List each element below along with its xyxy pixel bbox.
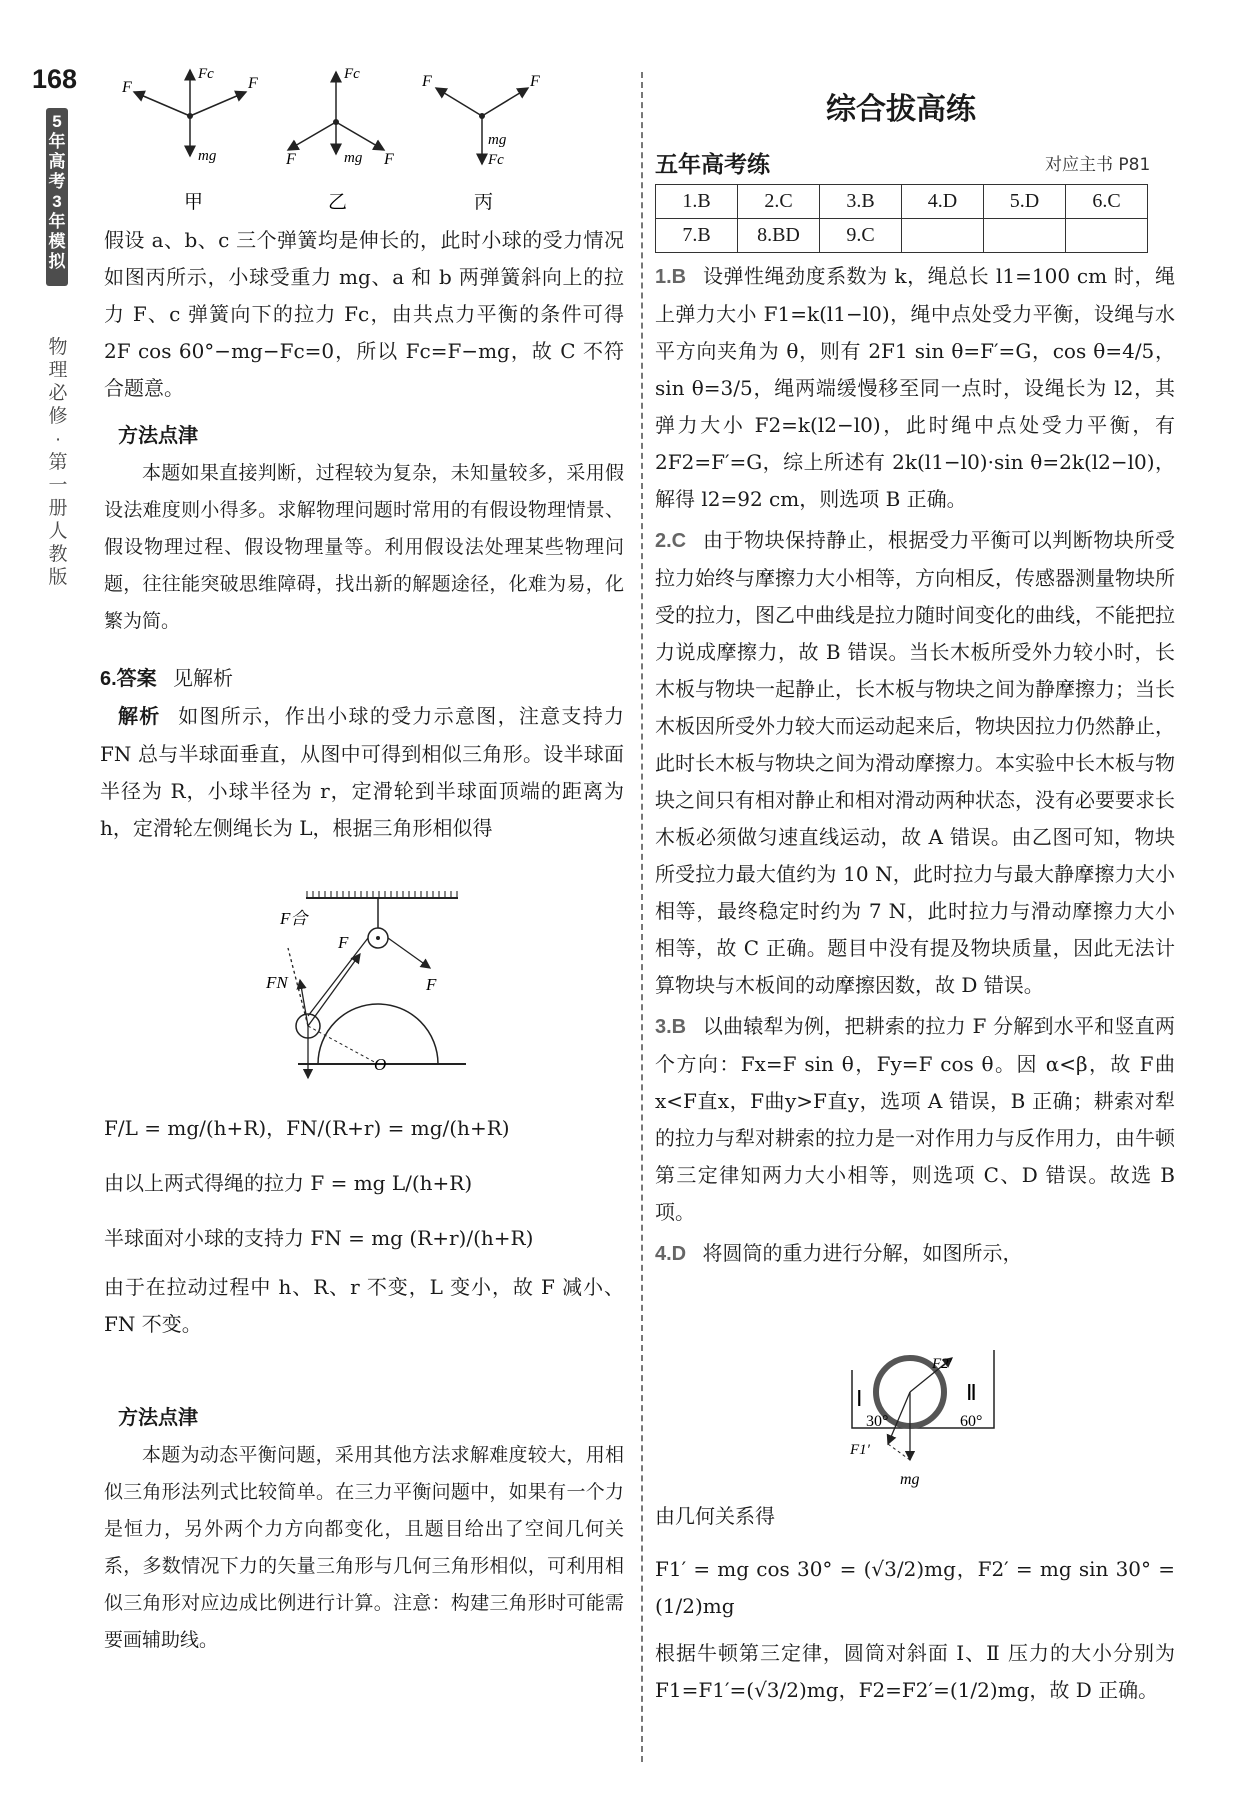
reference-label: 对应主书 P81 xyxy=(1045,155,1151,175)
label-F: F xyxy=(286,151,296,168)
rope-tension-equation: 由以上两式得绳的拉力 F = mg xyxy=(104,1171,386,1195)
similar-triangle-equations: F/L = mg/(h+R)，FN/(R+r) = mg/(h+R) xyxy=(104,1116,510,1140)
label-mg: mg xyxy=(488,132,507,148)
label-mg: mg xyxy=(900,1471,920,1488)
section-title: 综合拔高练 xyxy=(826,93,976,126)
book-subject-label: 物理 必修·第一册 人教版 xyxy=(48,337,68,588)
series-badge: 5年高考3年模拟 xyxy=(46,108,68,286)
label-F: F xyxy=(422,73,432,90)
table-row xyxy=(656,185,1148,219)
answer-cell: 2.C xyxy=(738,185,820,219)
column-divider xyxy=(641,72,643,1762)
diagram-yi xyxy=(285,66,394,168)
answer-cell: 3.B xyxy=(820,185,902,219)
method-tip-text: 本题如果直接判断，过程较为复杂，未知量较多，采用假设法难度则小得多。求解物理问题时常用的有假设物理情景、假设物理过程、假设物理量等。利用假设法处理某些物理问题，往往能突破思维障碍，找出新的解题途径，化难为易，化繁为简。 xyxy=(104,462,624,632)
label-F: F xyxy=(530,73,540,90)
answer-cell xyxy=(902,219,984,253)
support-force-equation: 半球面对小球的支持力 FN = mg xyxy=(104,1226,403,1250)
label-F: F xyxy=(338,933,349,952)
caption-bing: 丙 xyxy=(474,191,494,213)
q1-solution: 设弹性绳劲度系数为 k，绳总长 l1=100 cm 时，绳上弹力大小 F1=k(l1−l0)，绳中点处受力平衡，设绳与水平方向夹角为 θ，则有 2F1 sin θ=F′=G，cos θ=4/5，sin θ=3/5，绳两端缓慢移至同一点时，设绳长为 l2，其弹力大小 F2=k(l2−l0)，此时绳中点处受力平衡，有 2F2=F′=G，综上所述有 2k(l1−l0)·sin θ=2k(l2−l0)，解得 l2=92 cm，则选项 B 正确。 xyxy=(655,264,1175,511)
paragraph-dynamic-conclusion: 由于在拉动过程中 h、R、r 不变，L 变小，故 F 减小、FN 不变。 xyxy=(104,1275,624,1336)
diagram-bing xyxy=(421,73,540,168)
label-F: F xyxy=(122,79,132,96)
diagram-jia xyxy=(121,66,258,164)
caption-jia: 甲 xyxy=(184,191,204,213)
answer-cell: 4.D xyxy=(902,185,984,219)
answer-cell: 7.B xyxy=(656,219,738,253)
q4-conclusion: 根据牛顿第三定律，圆筒对斜面 Ⅰ、Ⅱ 压力的大小分别为 F1=F1′=(√3/2)mg，F2=F2′=(1/2)mg，故 D 正确。 xyxy=(655,1641,1175,1702)
answer-cell: 5.D xyxy=(984,185,1066,219)
answer-cell: 8.BD xyxy=(738,219,820,253)
answer-cell xyxy=(984,219,1066,253)
answer-cell xyxy=(1066,219,1148,253)
label-F2p: F2′ xyxy=(932,1356,952,1372)
support-force-fraction: (R+r)/(h+R) xyxy=(409,1226,534,1250)
label-Fc: Fc xyxy=(198,66,214,82)
method-tip-text-2: 本题为动态平衡问题，采用其他方法求解难度较大，用相似三角形法列式比较简单。在三力平衡问题中，如果有一个力是恒力，另外两个力方向都变化，且题目给出了空间几何关系，多数情况下力的矢量三角形与几何三角形相似，可利用相似三角形对应边成比例进行计算。注意：构建三角形时可能需要画辅助线。 xyxy=(104,1444,624,1651)
subsection-title: 五年高考练 xyxy=(655,151,770,177)
q3-solution: 以曲辕犁为例，把耕索的拉力 F 分解到水平和竖直两个方向：Fx=F sin θ，Fy=F cos θ。因 α<β，故 F曲x<F直x，F曲y>F直y，选项 A 错误，B 正确；耕索对犁的拉力与犁对耕索的拉力是一对作用力与反作用力，由牛顿第三定律知两力大小相等，则选项 C、D 错误。故选 B 项。 xyxy=(655,1014,1176,1224)
caption-yi: 乙 xyxy=(328,191,348,213)
method-tip-title: 方法点津 xyxy=(118,425,198,447)
label-F: F xyxy=(248,75,258,92)
spring-force-diagrams xyxy=(118,64,558,214)
label-Fc: Fc xyxy=(488,152,504,168)
paragraph-spring-assumption: 假设 a、b、c 三个弹簧均是伸长的，此时小球的受力情况如图丙所示，小球受重力 mg、a 和 b 两弹簧斜向上的拉力 F、c 弹簧向下的拉力 Fc，由共点力平衡的条件可得 2F cos 60°−mg−Fc=0，所以 Fc=F−mg，故 C 不符合题意。 xyxy=(104,228,624,400)
label-O: O xyxy=(374,1055,387,1074)
q4-label: 4.D xyxy=(655,1243,687,1265)
label-F: F xyxy=(426,975,437,994)
label-FN: FN xyxy=(266,973,288,992)
q3-label: 3.B xyxy=(655,1016,687,1038)
hemisphere-pulley-diagram xyxy=(266,888,470,1074)
cylinder-inclines-diagram xyxy=(848,1348,998,1488)
q1-label: 1.B xyxy=(655,266,687,288)
label-F: F xyxy=(384,151,394,168)
q4-component-equations: F1′ = mg cos 30° = (√3/2)mg，F2′ = mg sin 30° = (1/2)mg xyxy=(655,1557,1175,1618)
label-angle-30: 30° xyxy=(866,1413,889,1430)
answer-key-table xyxy=(655,184,1148,253)
label-mg: mg xyxy=(344,150,363,166)
q6-analysis-text: 如图所示，作出小球的受力示意图，注意支持力 FN 总与半球面垂直，从图中可得到相似三角形。设半球面半径为 R，小球半径为 r，定滑轮到半球面顶端的距离为 h，定滑轮左侧绳长为 L，根据三角形相似得 xyxy=(100,704,625,840)
table-row xyxy=(656,219,1148,253)
label-slope-II: Ⅱ xyxy=(966,1380,977,1405)
rope-tension-fraction: L/(h+R) xyxy=(391,1171,473,1195)
label-F1p: F1′ xyxy=(850,1442,870,1458)
page-number: 168 xyxy=(32,64,78,94)
q4-solution: 将圆筒的重力进行分解，如图所示， xyxy=(702,1241,1023,1265)
answer-cell: 1.B xyxy=(656,185,738,219)
label-slope-I: Ⅰ xyxy=(856,1386,863,1411)
answer-cell: 9.C xyxy=(820,219,902,253)
q2-solution: 由于物块保持静止，根据受力平衡可以判断物块所受拉力始终与摩擦力大小相等，方向相反，传感器测量物块所受的拉力，图乙中曲线是拉力随时间变化的曲线，不能把拉力说成摩擦力，故 B 错误。当长木板所受外力较小时，长木板与物块一起静止，长木板与物块之间为静摩擦力；当长木板因所受外力较大而运动起来后，物块因拉力仍然静止，此时长木板与物块之间为滑动摩擦力。本实验中长木板与物块之间只有相对静止和相对滑动两种状态，没有必要要求长木板必须做匀速直线运动，故 A 错误。由乙图可知，物块所受拉力最大值约为 10 N，此时拉力与最大静摩擦力大小相等，最终稳定时约为 7 N，此时拉力与滑动摩擦力大小相等，故 C 正确。题目中没有提及物块质量，因此无法计算物块与木板间的动摩擦因数，故 D 错误。 xyxy=(655,528,1176,997)
label-Fhe: F合 xyxy=(280,909,308,928)
label-Fc: Fc xyxy=(344,66,360,82)
q2-label: 2.C xyxy=(655,530,687,552)
answer-cell: 6.C xyxy=(1066,185,1148,219)
label-mg: mg xyxy=(198,148,217,164)
label-angle-60: 60° xyxy=(960,1413,983,1430)
q6-answer: 见解析 xyxy=(173,666,234,690)
q6-label: 6.答案 xyxy=(100,668,157,690)
q4-geometry-intro: 由几何关系得 xyxy=(655,1504,775,1528)
method-tip-title-2: 方法点津 xyxy=(118,1407,198,1429)
q6-analysis-label: 解析 xyxy=(118,706,161,728)
